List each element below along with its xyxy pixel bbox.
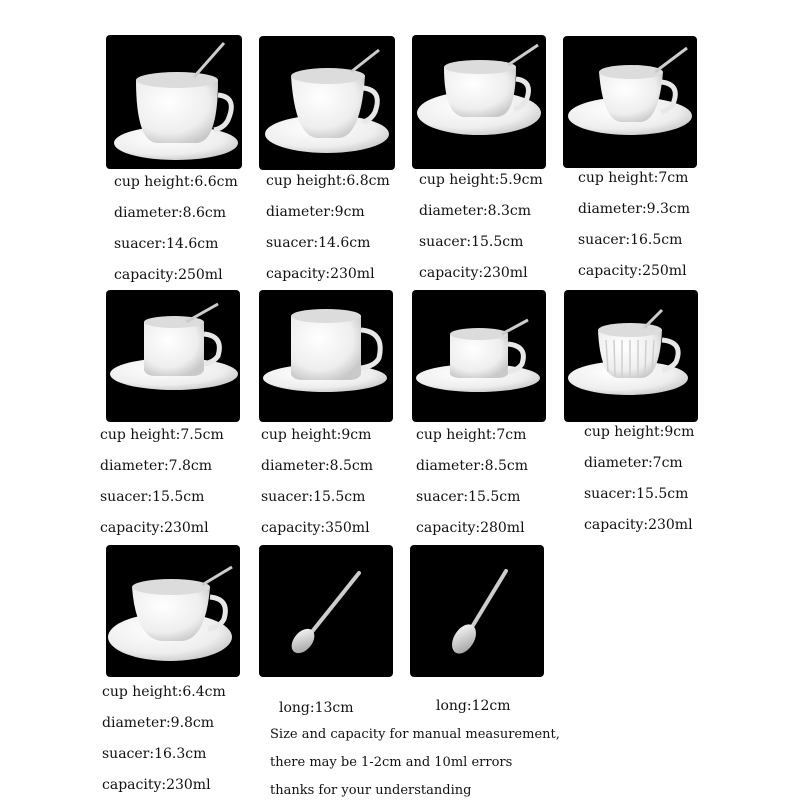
- capacity: capacity:250ml: [114, 267, 223, 283]
- cup-height: cup height:9cm: [261, 427, 372, 443]
- cup-height: cup height:6.8cm: [266, 173, 390, 189]
- cup-saucer-image: [106, 35, 242, 169]
- capacity: capacity:230ml: [419, 265, 528, 281]
- cup-height: cup height:6.4cm: [102, 684, 226, 700]
- cup-saucer-image: [106, 545, 240, 677]
- cup-saucer-image: [563, 36, 697, 168]
- spoon-length-2: long:12cm: [436, 698, 511, 714]
- spoon-length-1: long:13cm: [279, 700, 354, 716]
- saucer-size: suacer:15.5cm: [416, 489, 521, 505]
- product-specs-6: [261, 420, 373, 544]
- product-specs-1: [114, 167, 238, 291]
- diameter: diameter:8.5cm: [416, 458, 529, 474]
- diameter: diameter:9cm: [266, 204, 365, 220]
- diameter: diameter:7cm: [584, 455, 683, 471]
- saucer-size: suacer:15.5cm: [261, 489, 366, 505]
- cup-saucer-image: [412, 35, 546, 169]
- capacity: capacity:350ml: [261, 520, 370, 536]
- cup-height: cup height:5.9cm: [419, 172, 543, 188]
- product-specs-2: [266, 166, 390, 290]
- product-photo-1: [106, 35, 242, 169]
- product-specs-9: [102, 677, 226, 801]
- measurement-note: [270, 721, 560, 805]
- note-line-2: there may be 1-2cm and 10ml errors: [270, 755, 513, 770]
- capacity: capacity:230ml: [100, 520, 209, 536]
- product-photo-3: [412, 35, 546, 169]
- product-photo-5: [106, 290, 240, 422]
- product-photo-7: [412, 290, 546, 422]
- cup-height: cup height:9cm: [584, 424, 695, 440]
- diameter: diameter:8.6cm: [114, 205, 227, 221]
- cup-saucer-image: [564, 290, 698, 422]
- product-photo-8: [564, 290, 698, 422]
- cup-saucer-image: [259, 36, 395, 170]
- cup-saucer-image: [412, 290, 546, 422]
- diameter: diameter:9.3cm: [578, 201, 691, 217]
- spoon-photo-2: [410, 545, 544, 677]
- cup-saucer-image: [106, 290, 240, 422]
- note-line-1: Size and capacity for manual measurement,: [270, 727, 560, 742]
- product-photo-9: [106, 545, 240, 677]
- product-specs-7: [416, 420, 528, 544]
- cup-saucer-image: [259, 290, 393, 422]
- spoon-image: [259, 545, 393, 677]
- cup-height: cup height:7cm: [416, 427, 527, 443]
- saucer-size: suacer:15.5cm: [584, 486, 689, 502]
- diameter: diameter:7.8cm: [100, 458, 213, 474]
- product-photo-6: [259, 290, 393, 422]
- diameter: diameter:8.3cm: [419, 203, 532, 219]
- diameter: diameter:9.8cm: [102, 715, 215, 731]
- product-specs-3: [419, 165, 543, 289]
- capacity: capacity:250ml: [578, 263, 687, 279]
- capacity: capacity:230ml: [584, 517, 693, 533]
- product-specs-5: [100, 420, 224, 544]
- saucer-size: suacer:16.5cm: [578, 232, 683, 248]
- saucer-size: suacer:14.6cm: [114, 236, 219, 252]
- cup-height: cup height:7cm: [578, 170, 689, 186]
- spoon-image: [410, 545, 544, 677]
- product-specs-4: [578, 163, 690, 287]
- spoon-photo-1: [259, 545, 393, 677]
- saucer-size: suacer:16.3cm: [102, 746, 207, 762]
- note-line-3: thanks for your understanding: [270, 783, 472, 798]
- diameter: diameter:8.5cm: [261, 458, 374, 474]
- product-photo-4: [563, 36, 697, 168]
- saucer-size: suacer:15.5cm: [419, 234, 524, 250]
- cup-height: cup height:7.5cm: [100, 427, 224, 443]
- capacity: capacity:280ml: [416, 520, 525, 536]
- capacity: capacity:230ml: [266, 266, 375, 282]
- saucer-size: suacer:14.6cm: [266, 235, 371, 251]
- product-photo-2: [259, 36, 395, 170]
- product-specs-8: [584, 417, 694, 541]
- saucer-size: suacer:15.5cm: [100, 489, 205, 505]
- capacity: capacity:230ml: [102, 777, 211, 793]
- cup-height: cup height:6.6cm: [114, 174, 238, 190]
